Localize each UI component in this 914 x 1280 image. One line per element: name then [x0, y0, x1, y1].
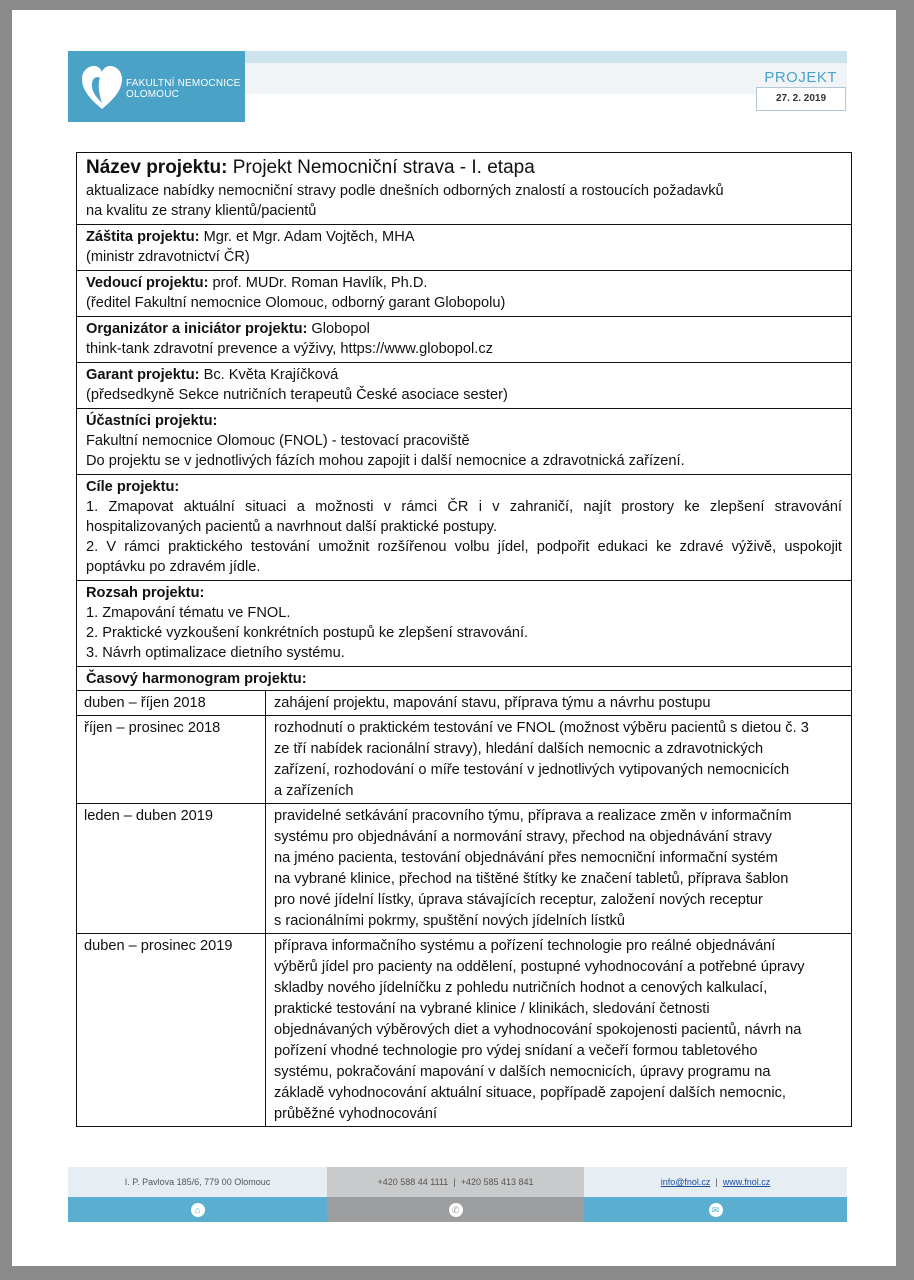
scope-label: Rozsah projektu:	[86, 585, 205, 601]
schedule-line: výběrů jídel pro pacienty na oddělení, postupné vyhodnocování a potřebné úpravy	[274, 959, 805, 975]
document-type-label: PROJEKT	[764, 69, 837, 86]
schedule-description	[266, 804, 851, 933]
section-patronage	[77, 225, 851, 271]
patronage-sub: (ministr zdravotnictví ČR)	[86, 249, 250, 265]
footer-links	[584, 1167, 847, 1197]
schedule-line: rozhodnutí o praktickém testování ve FNOL (možnost výběru pacientů s dietou č. 3	[274, 720, 809, 736]
patronage-value: Mgr. et Mgr. Adam Vojtěch, MHA	[199, 229, 415, 245]
page-footer	[68, 1167, 847, 1222]
schedule-line: pro nové jídelní lístky, úprava stávajících receptur, založení nových receptur	[274, 892, 763, 908]
participants-line-2: Do projektu se v jednotlivých fázích mohou zapojit i další nemocnice a zdravotnická zařízení.	[86, 453, 685, 469]
footer-address-block	[68, 1167, 327, 1222]
organizer-label: Organizátor a iniciátor projektu:	[86, 321, 308, 337]
goals-label: Cíle projektu:	[86, 479, 180, 495]
phone-icon: ✆	[449, 1203, 463, 1217]
schedule-line: příprava informačního systému a pořízení technologie pro reálné objednávání	[274, 938, 776, 954]
schedule-line: základě vyhodnocování aktuální situace, popřípadě zapojení dalších nemocnic,	[274, 1085, 786, 1101]
footer-phone-1: +420 588 44 1111	[377, 1177, 449, 1187]
section-goals	[77, 475, 851, 581]
section-guarantor	[77, 363, 851, 409]
logo-line-2: OLOMOUC	[126, 89, 180, 100]
guarantor-value: Bc. Květa Krajíčková	[199, 367, 339, 383]
schedule-label: Časový harmonogram projektu:	[86, 671, 307, 687]
schedule-row	[77, 933, 851, 1126]
section-scope	[77, 581, 851, 667]
participants-label: Účastníci projektu:	[86, 413, 218, 429]
organizer-sub: think-tank zdravotní prevence a výživy, https://www.globopol.cz	[86, 341, 493, 357]
goal-1: 1. Zmapovat aktuální situaci a možnosti v rámci ČR i v zahraničí, najít prostory ke zlepšení stravování hospitalizovaných pacientů a navrhnout další praktické postupy.	[86, 499, 842, 535]
hospital-logo	[68, 51, 245, 122]
footer-phone-2: +420 585 413 841	[460, 1177, 534, 1187]
footer-phone-block	[327, 1167, 584, 1222]
schedule-line: praktické testování na vybrané klinice / klinikách, sledování četnosti	[274, 1001, 710, 1017]
patronage-label: Záštita projektu:	[86, 229, 200, 245]
section-leader	[77, 271, 851, 317]
schedule-line: zahájení projektu, mapování stavu, příprava týmu a návrhu postupu	[274, 695, 711, 711]
schedule-line: objednávaných výběrových diet a vyhodnocování spokojenosti pacientů, návrh na	[274, 1022, 802, 1038]
project-name-value: Projekt Nemocniční strava - I. etapa	[227, 157, 535, 178]
footer-separator: |	[453, 1177, 456, 1187]
schedule-line: systému pro objednávání a normování stravy, přechod na objednávání stravy	[274, 829, 772, 845]
schedule-description	[266, 934, 851, 1126]
scope-2: 2. Praktické vyzkoušení konkrétních postupů ke zlepšení stravování.	[86, 625, 529, 641]
participants-line-1: Fakultní nemocnice Olomouc (FNOL) - testovací pracoviště	[86, 433, 470, 449]
guarantor-label: Garant projektu:	[86, 367, 200, 383]
schedule-period: duben – říjen 2018	[77, 691, 266, 715]
section-project-name	[77, 153, 851, 225]
section-schedule-heading	[77, 667, 851, 690]
schedule-line: na jméno pacienta, testování objednávání přes nemocniční informační systém	[274, 850, 778, 866]
document-date: 27. 2. 2019	[756, 87, 846, 111]
schedule-period: leden – duben 2019	[77, 804, 266, 933]
logo-text	[126, 78, 241, 100]
goal-2: 2. V rámci praktického testování umožnit rozšířenou volbu jídel, podpořit edukaci ke zdravé výživě, uspokojit poptávku po zdravém jídle.	[86, 539, 842, 575]
scope-1: 1. Zmapování tématu ve FNOL.	[86, 605, 291, 621]
schedule-period: říjen – prosinec 2018	[77, 716, 266, 803]
home-icon: ⌂	[191, 1203, 205, 1217]
schedule-line: zařízení, rozhodování o míře testování v jednotlivých vytipovaných nemocnicích	[274, 762, 790, 778]
section-organizer	[77, 317, 851, 363]
schedule-line: pořízení vhodné technologie pro výdej snídaní a večeří formou tabletového	[274, 1043, 758, 1059]
schedule-line: a zařízeních	[274, 783, 354, 799]
schedule-line: pravidelné setkávání pracovního týmu, příprava a realizace změn v informačním	[274, 808, 792, 824]
scope-3: 3. Návrh optimalizace dietního systému.	[86, 645, 345, 661]
project-name-label: Název projektu:	[86, 157, 228, 178]
mail-icon: ✉	[709, 1203, 723, 1217]
footer-address: I. P. Pavlova 185/6, 779 00 Olomouc	[68, 1167, 327, 1197]
footer-web-link[interactable]: www.fnol.cz	[722, 1177, 771, 1187]
project-name-sub-1: aktualizace nabídky nemocniční stravy podle dnešních odborných znalostí a rostoucích požadavků	[86, 183, 724, 199]
organizer-value: Globopol	[307, 321, 370, 337]
schedule-row	[77, 803, 851, 933]
leader-label: Vedoucí projektu:	[86, 275, 209, 291]
heart-logo-icon	[80, 63, 124, 111]
leader-sub: (ředitel Fakultní nemocnice Olomouc, odborný garant Globopolu)	[86, 295, 506, 311]
project-name-sub-2: na kvalitu ze strany klientů/pacientů	[86, 203, 317, 219]
schedule-line: na vybrané klinice, přechod na tištěné štítky ke značení tabletů, příprava šablon	[274, 871, 789, 887]
section-participants	[77, 409, 851, 475]
schedule-line: ze tří nabídek racionální stravy), hledání dalších nemocnic a zdravotnických	[274, 741, 764, 757]
footer-separator: |	[715, 1177, 718, 1187]
schedule-line: systému, pokračování mapování v dalších nemocnicích, úpravy programu na	[274, 1064, 771, 1080]
header-strip	[245, 51, 847, 63]
leader-value: prof. MUDr. Roman Havlík, Ph.D.	[208, 275, 428, 291]
document-page	[12, 10, 896, 1266]
schedule-period: duben – prosinec 2019	[77, 934, 266, 1126]
schedule-description	[266, 691, 851, 715]
footer-phones	[327, 1167, 584, 1197]
schedule-row	[77, 715, 851, 803]
schedule-table	[77, 690, 851, 1126]
footer-contact-block	[584, 1167, 847, 1222]
logo-line-1: FAKULTNÍ NEMOCNICE	[126, 78, 241, 89]
project-table	[76, 152, 852, 1127]
guarantor-sub: (předsedkyně Sekce nutričních terapeutů České asociace sester)	[86, 387, 508, 403]
footer-email-link[interactable]: info@fnol.cz	[660, 1177, 711, 1187]
schedule-row	[77, 690, 851, 715]
schedule-line: s racionálními pokrmy, spuštění nových jídelních lístků	[274, 913, 625, 929]
schedule-line: průběžné vyhodnocování	[274, 1106, 438, 1122]
schedule-description	[266, 716, 851, 803]
schedule-line: skladby nového jídelníčku z pohledu nutričních hodnot a cenových kalkulací,	[274, 980, 768, 996]
